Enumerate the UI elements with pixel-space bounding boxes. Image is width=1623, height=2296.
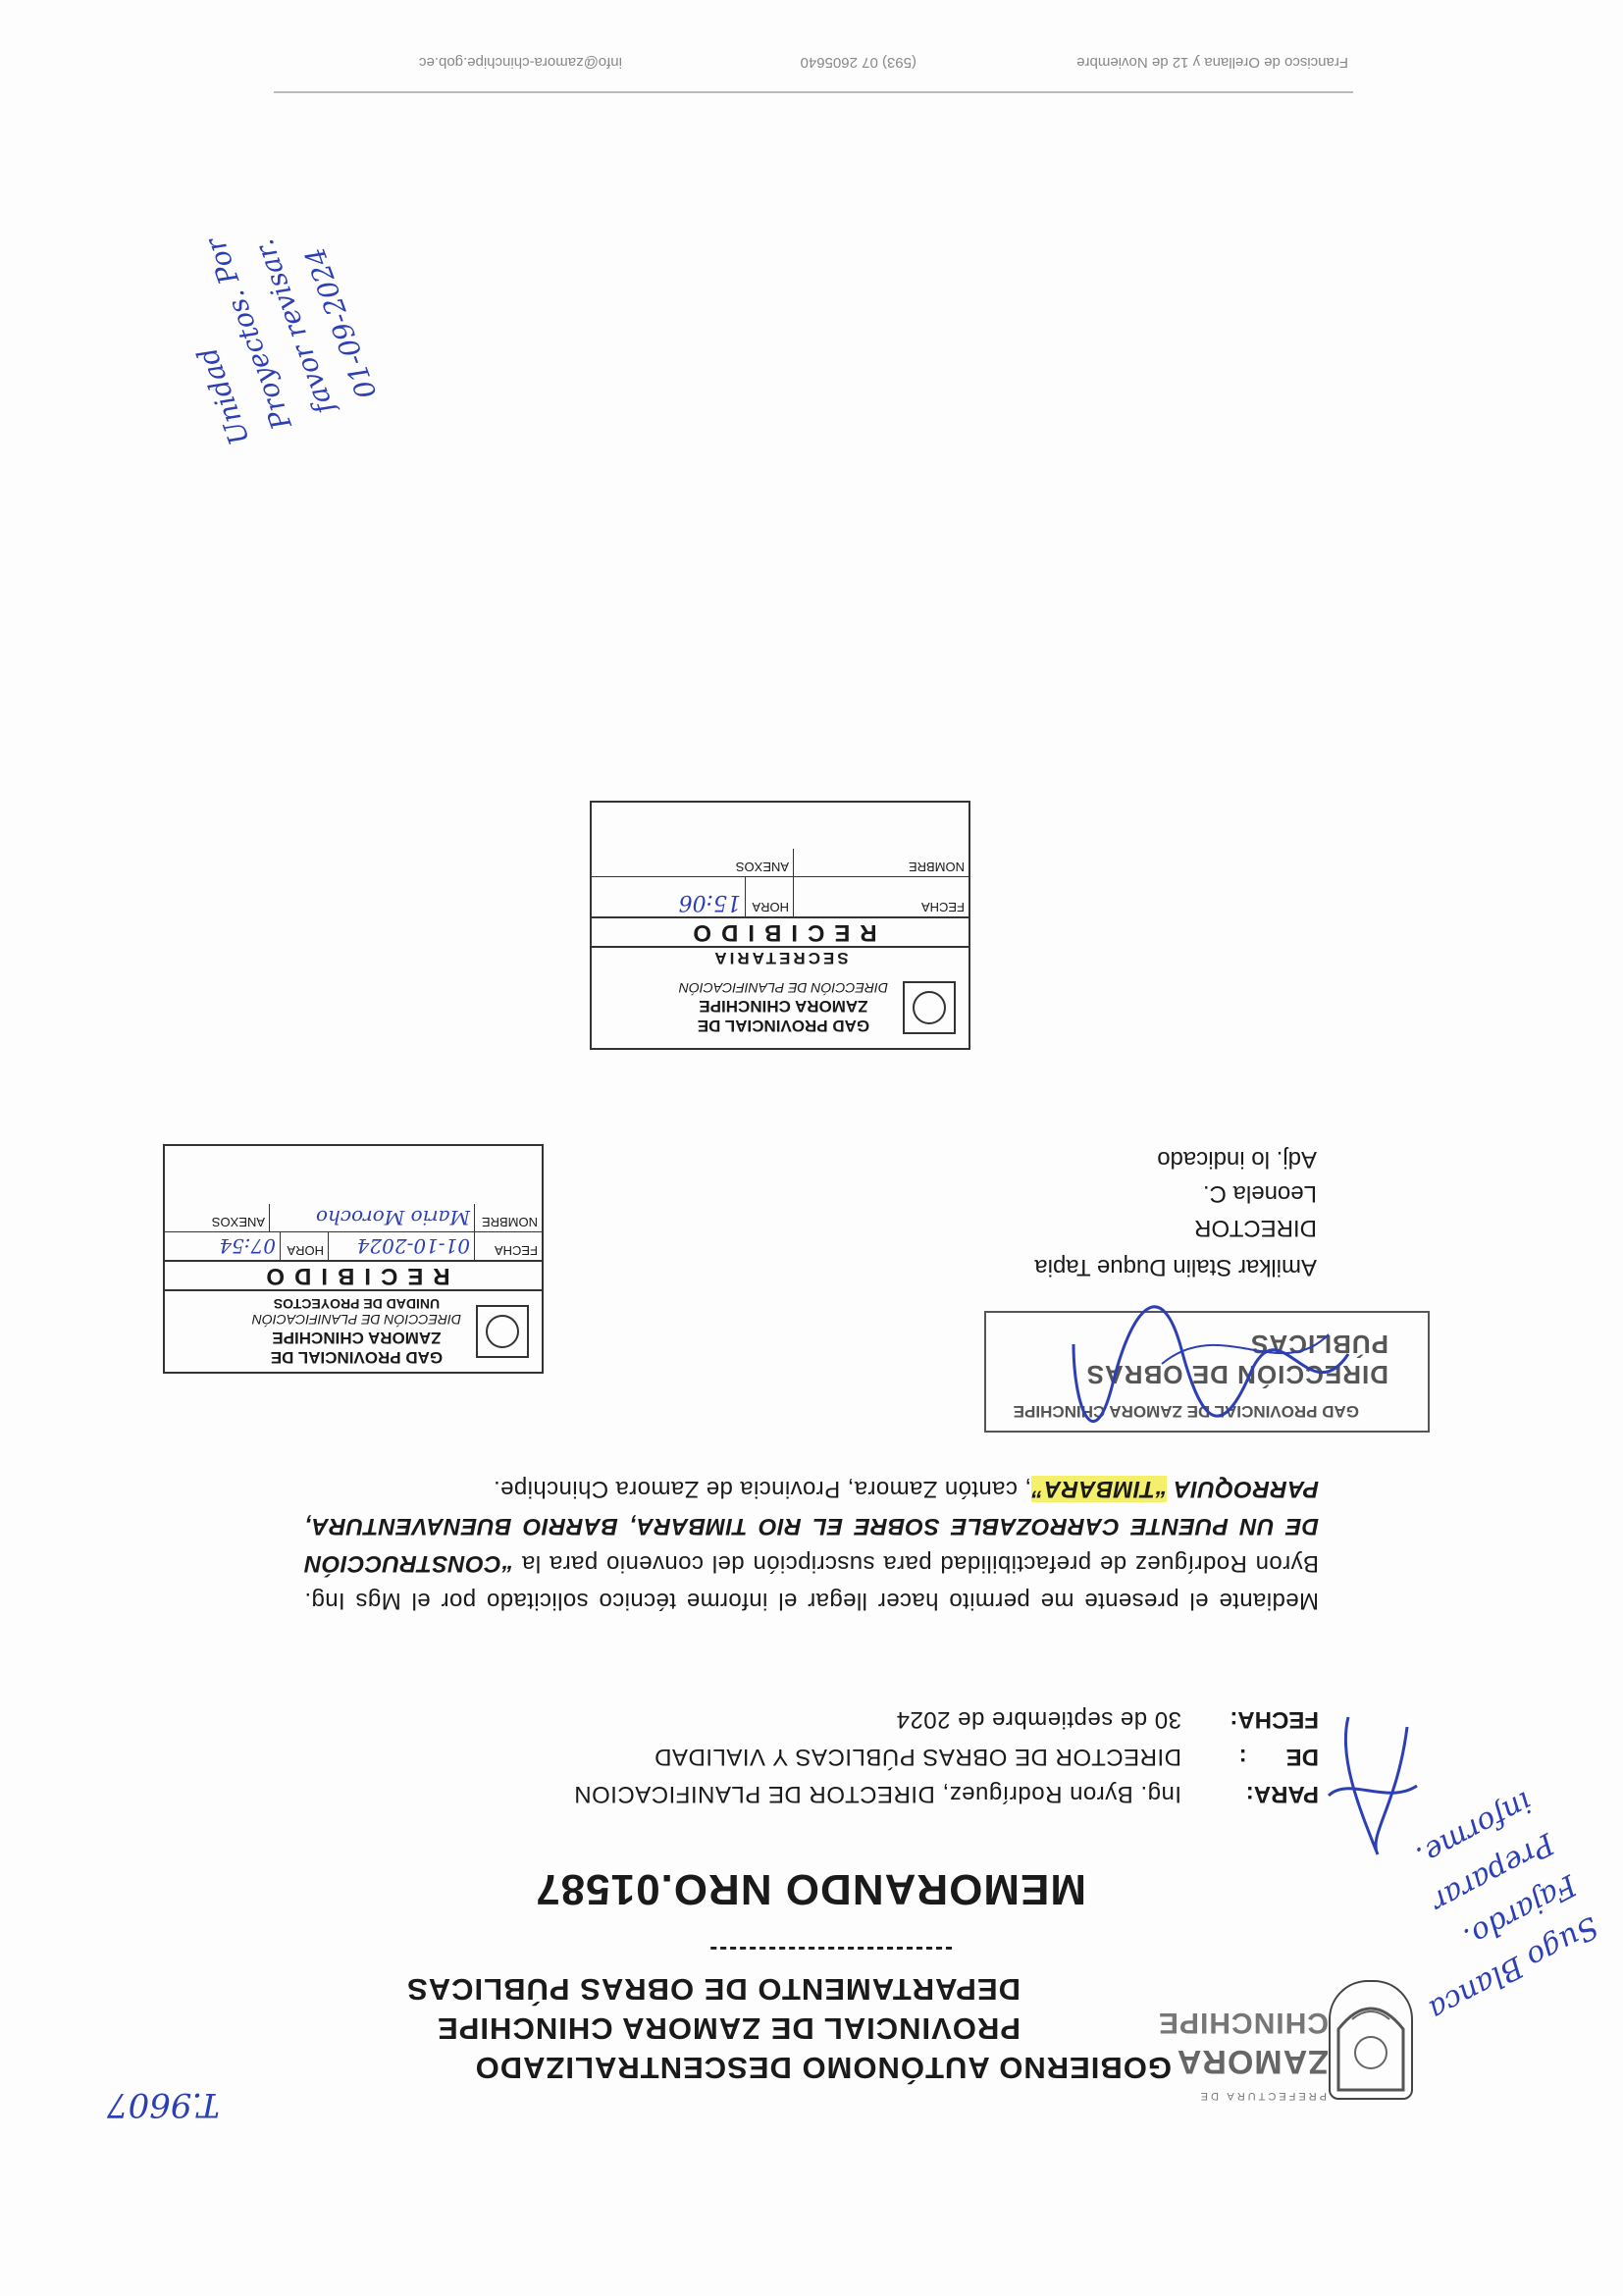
header-separator: ------------------------- xyxy=(707,1936,953,1962)
footer-web: info@zamora-chinchipe.gob.ec xyxy=(418,54,622,71)
para-label: PARA: xyxy=(1245,1781,1319,1807)
stamp-proyectos-dept: UNIDAD DE PROYECTOS xyxy=(273,1296,441,1312)
signer-role: DIRECTOR xyxy=(1194,1215,1317,1241)
header-line-1: GOBIERNO AUTÓNOMO DESCENTRALIZADO xyxy=(474,2051,1172,2085)
stamp-secretaria-title2: ZAMORA CHINCHIPE xyxy=(699,997,868,1016)
shield-icon xyxy=(1331,1982,1411,2098)
stamp-secretaria-title1: GAD PROVINCIAL DE xyxy=(697,1017,870,1035)
director-stamp-mid: DIRECCIÓN DE OBRAS PÚBLICAS xyxy=(1085,1330,1388,1389)
stamp-secretaria-anexos-label: ANEXOS xyxy=(735,860,789,874)
footer-rule xyxy=(274,91,1353,93)
body-part-1: Mediante el presente me permito hacer llegar el informe técnico solicitado por el Mgs Ing. Byron Rodríguez de prefactibilidad para suscripción del convenio para la xyxy=(304,1550,1319,1614)
director-stamp-top: GAD PROVINCIAL DE ZAMORA CHINCHIPE xyxy=(1013,1402,1359,1421)
stamp-secretaria-hora-label: HORA xyxy=(745,877,793,916)
fecha-label: FECHA: xyxy=(1230,1706,1319,1733)
de-label: DE : xyxy=(1238,1744,1319,1770)
logo-caption: PREFECTURA DE xyxy=(1197,2090,1327,2102)
stamp-proyectos-anexos-label: ANEXOS xyxy=(211,1215,265,1229)
stamp-secretaria-sub: DIRECCIÓN DE PLANIFICACIÓN xyxy=(678,980,888,996)
stamp-proyectos-title1: GAD PROVINCIAL DE xyxy=(270,1348,444,1367)
memo-body xyxy=(304,1470,1319,1619)
handwritten-ref-number: T.9607 xyxy=(106,2085,220,2124)
stamp-secretaria-nombre-label: NOMBRE xyxy=(793,849,969,876)
handwritten-note-left: Sugo Blanca Fajardo. Preparar informe. xyxy=(1410,1784,1604,2027)
para-value: Ing. Byron Rodríguez, DIRECTOR DE PLANIFICACION xyxy=(573,1781,1181,1807)
signer-initials: Leonela C. xyxy=(1202,1180,1317,1207)
stamp-secretaria-fecha-label: FECHA xyxy=(793,877,969,916)
body-part-4: , cantón Zamora, Provincia de Zamora Chinchipe. xyxy=(493,1476,1032,1502)
stamp-secretaria xyxy=(590,801,970,1050)
memo-title: MEMORANDO NRO.01587 xyxy=(535,1865,1086,1913)
stamp-proyectos-fecha-value: 01-10-2024 xyxy=(328,1232,474,1260)
gad-seal-icon xyxy=(473,1302,532,1361)
stamp-proyectos-nombre-label: NOMBRE xyxy=(474,1204,542,1231)
logo-text-bottom: CHINCHIPE xyxy=(1157,2007,1329,2039)
stamp-proyectos-hora-value: 07:54 xyxy=(219,1234,276,1258)
stamp-proyectos xyxy=(163,1144,544,1374)
attachments-note: Adj. lo indicado xyxy=(1157,1146,1317,1173)
body-highlight: “TIMBARA” xyxy=(1031,1476,1168,1502)
stamp-secretaria-dept: SECRETARIA xyxy=(711,949,849,967)
gad-seal-icon xyxy=(900,978,959,1037)
stamp-proyectos-recibido: RECIBIDO xyxy=(165,1260,542,1291)
footer-phone: (593) 07 2605640 xyxy=(800,54,916,71)
prefectura-logo xyxy=(1329,1980,1413,2100)
logo-text-top: ZAMORA xyxy=(1176,2043,1329,2080)
stamp-proyectos-title2: ZAMORA CHINCHIPE xyxy=(272,1329,442,1347)
stamp-proyectos-sub: DIRECCIÓN DE PLANIFICACIÓN xyxy=(251,1312,461,1328)
body-project-name: “CONSTRUCCIÓN DE UN PUENTE CARROZABLE SOBRE EL RIO TIMBARA, BARRIO BUENAVENTURA, PARROQUIA xyxy=(304,1476,1319,1577)
stamp-secretaria-recibido: RECIBIDO xyxy=(592,916,969,948)
footer-address: Francisco de Orellana y 12 de Noviembre xyxy=(1076,54,1348,71)
stamp-proyectos-nombre-value: Mario Morocho xyxy=(269,1204,474,1231)
handwritten-initials xyxy=(1319,1707,1427,1864)
stamp-proyectos-hora-label: HORA xyxy=(280,1232,328,1260)
header-line-2: PROVINCIAL DE ZAMORA CHINCHIPE xyxy=(437,2011,1021,2046)
stamp-proyectos-fecha-label: FECHA xyxy=(474,1232,542,1260)
signer-name: Amilkar Stalin Duque Tapia xyxy=(1034,1254,1317,1280)
handwritten-note-bottom: Unidad Proyectos. Por favor revisar. 01-09-2024 xyxy=(190,233,384,449)
header-line-3: DEPARTAMENTO DE OBRAS PÚBLICAS xyxy=(406,1972,1021,2007)
fecha-value: 30 de septiembre de 2024 xyxy=(896,1706,1181,1733)
stamp-secretaria-hora-value: 15:06 xyxy=(678,890,741,914)
de-value: DIRECTOR DE OBRAS PÚBLICAS Y VIALIDAD xyxy=(654,1744,1181,1770)
director-signature xyxy=(1054,1295,1368,1442)
